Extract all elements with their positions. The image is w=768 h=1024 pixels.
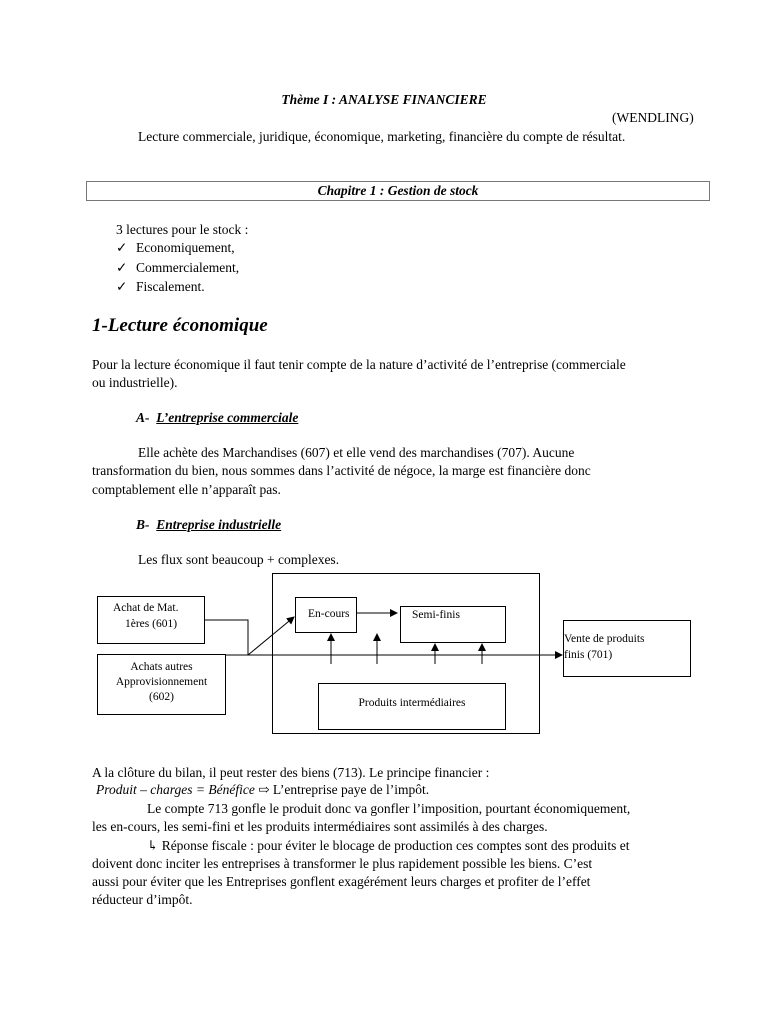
formula: Produit – charges = Bénéfice [96,782,255,797]
checkmark-icon: ✓ [116,240,128,255]
chapter-title: Chapitre 1 : Gestion de stock [317,183,479,198]
subtitle: Lecture commerciale, juridique, économique, marketing, financière du compte de résultat. [138,129,626,144]
closing-line: réducteur d’impôt. [92,892,193,907]
subsection-marker: B- [136,517,150,532]
flow-line [204,620,248,655]
checkmark-icon: ✓ [116,260,128,275]
right-arrow-icon: ⇨ [258,782,270,797]
box-text: Vente de produits [564,633,645,645]
closing-line: les en-cours, les semi-fini et les produits intermédiaires sont assimilés à des charges. [92,819,548,834]
flux-text: Les flux sont beaucoup + complexes. [138,552,340,567]
subsection-title: Entreprise industrielle [156,517,282,532]
box-text: (602) [149,691,174,703]
box-text: En-cours [308,608,350,620]
arrow-to-en-cours [248,617,294,655]
author: (WENDLING) [612,110,694,125]
box-text: finis (701) [564,649,613,661]
box-text: Approvisionnement [115,676,208,688]
formula-line [96,781,429,799]
list-item-text: Economiquement, [136,240,235,255]
closing-line [147,837,630,855]
theme-title: Thème I : ANALYSE FINANCIERE [281,92,487,107]
subsection-a-line: Elle achète des Marchandises (607) et elle vend des marchandises (707). Aucune [138,445,575,460]
subsection-title: L’entreprise commerciale [156,410,299,425]
closing-text: Réponse fiscale : pour éviter le blocage de production ces comptes sont des produits et [161,838,630,853]
subsection-a-line: transformation du bien, nous sommes dans l’activité de négoce, la marge est financière donc [92,463,591,478]
closing-line: A la clôture du bilan, il peut rester des biens (713). Le principe financier : [92,765,490,780]
subsection-a-line: comptablement elle n’apparaît pas. [92,482,281,497]
hook-arrow-icon: ↳ [147,838,159,853]
subsection-marker: A- [136,410,150,425]
closing-line: doivent donc inciter les entreprises à transformer le plus rapidement possible les biens. C’est [92,856,593,871]
intro-lead: 3 lectures pour le stock : [116,222,249,237]
checkmark-icon: ✓ [116,279,128,294]
formula-result: L’entreprise paye de l’impôt. [272,782,430,797]
section-heading: 1-Lecture économique [92,315,268,336]
section-paragraph-line: ou industrielle). [92,375,178,390]
achats-autres-box [97,654,226,715]
box-text: Achats autres [130,661,193,673]
box-text: Produits intermédiaires [358,697,466,709]
en-cours-box [295,597,357,633]
produits-intermediaires-box [318,683,506,730]
box-text: 1ères (601) [125,618,178,630]
list-item-text: Commercialement, [136,260,240,275]
closing-line: aussi pour éviter que les Entreprises gonflent exagérément leurs charges et profiter de l’effet [92,874,591,889]
semi-finis-box [400,606,506,643]
achat-mat-box [97,596,205,644]
closing-line: Le compte 713 gonfle le produit donc va gonfler l’imposition, pourtant économiquement, [147,801,631,816]
list-item-text: Fiscalement. [136,279,205,294]
vente-box [563,620,691,677]
section-paragraph-line: Pour la lecture économique il faut tenir compte de la nature d’activité de l’entreprise (commerciale [92,357,626,372]
box-text: Semi-finis [412,609,460,621]
box-text: Achat de Mat. [113,602,179,614]
